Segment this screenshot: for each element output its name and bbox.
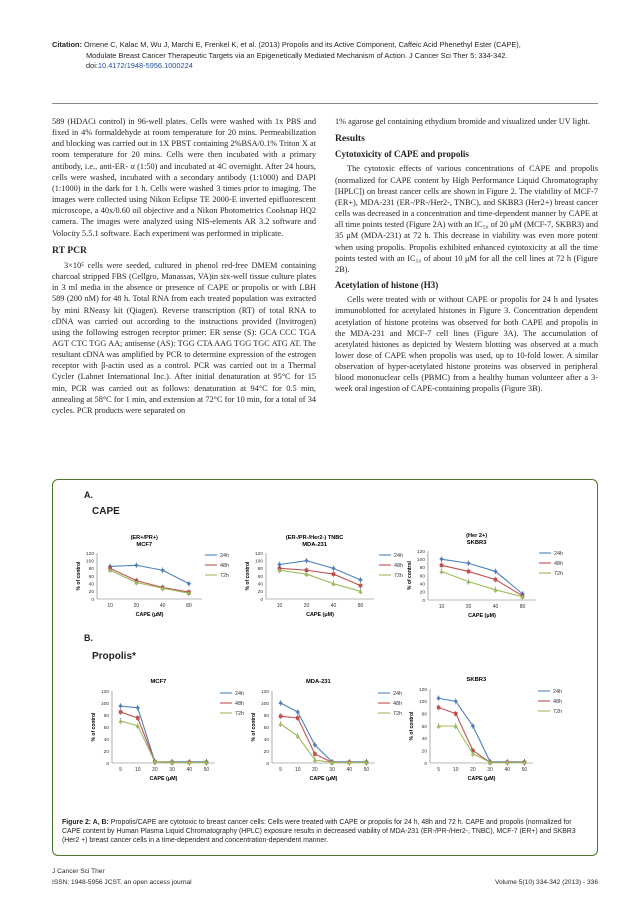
series-line-48h bbox=[281, 716, 367, 762]
x-axis-label: CAPE (μM) bbox=[135, 612, 164, 618]
y-tick-label: 40 bbox=[421, 737, 427, 743]
y-tick-label: 60 bbox=[421, 724, 427, 730]
legend-label-48h: 48h bbox=[554, 561, 563, 567]
legend-label-24h: 24h bbox=[553, 689, 562, 695]
rtpcr-paragraph: 3×10⁵ cells were seeded, cultured in phenol red-free DMEM containing charcoal stripped FBS (Cellgro, Manassas, VA)in six-well tissue culture plates in 3 ml media in the absence or presence of CAPE or propolis or with LBH 589 (200 nM) for 48 h. Total RNA from each treated population was extracted by mini RNeasy kit (Qiagen). Reverse transcription (RT) of total RNA to cDNA was carried out according to the instructions provided (Invitrogen) using the following estrogen receptor primer: ER sense (S): GCA CCC TGA AGT CTC TGG AA; antisense (AS): TGG CTA AAG TGG TGC ATG AT. The resultant cDNA was amplified by PCR to determine expression of the estrogen receptor with β-actin used as a control. PCR was carried out in a Thermal Cycler (Labnet International Inc.). After initial denaturation at 95°C for 15 min, PCR was carried out as follows: denaturation at 94°C for 0.5 min, annealing at 58°C for 1 min, and extension at 72°C for 10 min, for a total of 34 cycles. PCR products were separated on bbox=[52, 260, 316, 415]
x-tick-label: 20 bbox=[152, 767, 158, 773]
y-tick-label: 0 bbox=[91, 597, 94, 603]
data-point-48h bbox=[279, 714, 283, 718]
y-axis-label: % of control bbox=[91, 712, 97, 742]
figure-caption bbox=[62, 818, 592, 845]
y-tick-label: 80 bbox=[419, 566, 425, 572]
data-point-48h bbox=[494, 578, 498, 582]
citation-line-1: Omene C, Kalac M, Wu J, Marchi E, Frenkel K, et al. (2013) Propolis and its Active Component, Caffeic Acid Phenethyl Ester (CAPE), bbox=[81, 40, 521, 49]
gel-paragraph: 1% agarose gel containing ethydium bromide and visualized under UV light. bbox=[335, 117, 590, 126]
chart-subtitle: (Her 2+) bbox=[466, 533, 488, 539]
legend-label-48h: 48h bbox=[394, 563, 403, 569]
legend-label-72h: 72h bbox=[220, 573, 229, 579]
right-column bbox=[335, 116, 598, 395]
y-axis-label: % of control bbox=[76, 561, 82, 591]
y-tick-label: 0 bbox=[266, 761, 269, 767]
x-tick-label: 40 bbox=[159, 603, 166, 609]
y-tick-label: 80 bbox=[421, 712, 427, 718]
propolis-heading: Propolis* bbox=[92, 651, 136, 662]
citation bbox=[52, 40, 612, 72]
y-tick-label: 80 bbox=[257, 567, 263, 573]
data-point-72h bbox=[118, 719, 122, 723]
series-line-48h bbox=[280, 568, 361, 585]
data-point-24h bbox=[134, 563, 138, 567]
citation-label: Citation: bbox=[52, 40, 82, 49]
x-axis-label: CAPE (μM) bbox=[467, 776, 496, 782]
x-tick-label: 40 bbox=[346, 767, 353, 773]
x-tick-label: 20 bbox=[465, 604, 472, 610]
x-tick-label: 30 bbox=[487, 767, 493, 773]
x-axis-label: CAPE (μM) bbox=[309, 776, 338, 782]
y-tick-label: 60 bbox=[419, 574, 425, 580]
x-axis-label: CAPE (μM) bbox=[306, 612, 334, 618]
data-point-24h bbox=[187, 581, 191, 585]
legend-label-72h: 72h bbox=[394, 573, 403, 579]
y-tick-label: 80 bbox=[263, 713, 269, 719]
y-tick-label: 120 bbox=[85, 551, 94, 557]
x-tick-label: 30 bbox=[169, 767, 175, 773]
series-line-48h bbox=[442, 565, 523, 596]
y-tick-label: 60 bbox=[257, 574, 263, 580]
series-line-24h bbox=[121, 706, 207, 762]
chart-4-mcf7 bbox=[91, 679, 244, 782]
y-tick-label: 40 bbox=[257, 582, 263, 588]
x-tick-label: 20 bbox=[312, 767, 318, 773]
legend-label-24h: 24h bbox=[235, 691, 244, 697]
series-line-72h bbox=[121, 721, 207, 762]
acetylation-paragraph: Cells were treated with or without CAPE or propolis for 24 h and lysates immunoblotted for acetylated histones in Figure 3. Concentration dependent acetylation of histone proteins was observed for both CAPE and propolis in the MDA-231 and MCF-7 cell lines (Figure 3A). The accumulation of acetylated histones as depicted by Western blotting was observed at a much lower dose of CAPE when propolis was used, up to 10-fold lower. A similar observation of hyper-acetylated histone proteins was observed in peripheral blood mononuclear cells (PBMC) from a healthy human volunteer after a 3-week oral ingestion of CAPE-containing propolis (Figure 3B). bbox=[335, 295, 598, 394]
legend-label-24h: 24h bbox=[394, 553, 403, 559]
x-tick-label: 40 bbox=[330, 603, 337, 609]
y-tick-label: 40 bbox=[88, 582, 94, 588]
footer-left bbox=[52, 866, 192, 888]
y-tick-label: 60 bbox=[88, 574, 94, 580]
legend-label-72h: 72h bbox=[554, 571, 563, 577]
caption-text: Propolis/CAPE are cytotoxic to breast cancer cells: Cells were treated with CAPE or propolis for 24 h, 48h and 72 h. CAPE and propolis (normalized for CAPE content by Human Plasma Liquid Chromatography (HPLC) exposure results in decreased viability of MDA-231 (ER-/PR-/Her2-, TNBC), MCF-7 (ER+) and SKBR3 (Her2 +) breast cancer cells in a time-dependent and concentration-dependent manner. bbox=[62, 819, 576, 844]
footer-journal: J Cancer Sci Ther bbox=[52, 868, 105, 875]
y-axis-label: % of control bbox=[245, 561, 251, 591]
data-point-24h bbox=[118, 704, 122, 708]
data-point-24h bbox=[331, 566, 335, 570]
chart-title: MDA-231 bbox=[305, 679, 331, 685]
x-tick-label: 80 bbox=[519, 604, 526, 610]
data-point-48h bbox=[296, 716, 300, 720]
section-heading-results: Results bbox=[335, 133, 365, 145]
footer-issn: ISSN: 1948-5956 JCST, an open access journal bbox=[52, 879, 192, 886]
x-tick-label: 80 bbox=[186, 603, 192, 609]
x-tick-label: 50 bbox=[363, 767, 370, 773]
chart-6-skbr3 bbox=[409, 677, 562, 782]
series-line-48h bbox=[110, 568, 189, 592]
x-axis-label: CAPE (μM) bbox=[468, 613, 496, 619]
x-tick-label: 10 bbox=[107, 603, 113, 609]
chart-5-mda-231 bbox=[251, 679, 402, 782]
data-point-48h bbox=[332, 572, 336, 576]
subsection-heading-cytotoxicity: Cytotoxicity of CAPE and propolis bbox=[335, 149, 469, 160]
x-tick-label: 10 bbox=[452, 767, 459, 773]
y-axis-label: % of control bbox=[251, 712, 257, 742]
chart-title: MCF7 bbox=[136, 542, 153, 548]
panel-b-label: B. bbox=[84, 633, 93, 643]
y-tick-label: 100 bbox=[416, 557, 425, 563]
data-point-24h bbox=[304, 558, 308, 562]
y-tick-label: 100 bbox=[100, 701, 109, 707]
data-point-24h bbox=[136, 706, 140, 710]
caption-label: Figure 2: A, B: bbox=[62, 819, 109, 826]
data-point-72h bbox=[439, 569, 443, 573]
y-tick-label: 120 bbox=[260, 689, 269, 695]
y-tick-label: 20 bbox=[421, 749, 427, 755]
y-tick-label: 120 bbox=[418, 687, 427, 693]
legend-label-48h: 48h bbox=[220, 563, 229, 569]
x-tick-label: 20 bbox=[133, 603, 140, 609]
data-point-48h bbox=[440, 563, 444, 567]
series-line-24h bbox=[439, 698, 525, 762]
x-tick-label: 10 bbox=[276, 603, 283, 609]
legend-label-48h: 48h bbox=[235, 701, 244, 707]
data-point-24h bbox=[296, 710, 300, 714]
data-point-24h bbox=[358, 578, 362, 582]
x-axis-label: CAPE (μM) bbox=[149, 776, 178, 782]
data-point-48h bbox=[437, 706, 441, 710]
legend-label-24h: 24h bbox=[554, 551, 563, 557]
data-point-24h bbox=[439, 557, 443, 561]
left-column bbox=[52, 116, 316, 416]
series-line-72h bbox=[281, 724, 367, 762]
legend-label-48h: 48h bbox=[393, 701, 402, 707]
data-point-48h bbox=[454, 712, 458, 716]
data-point-48h bbox=[136, 716, 140, 720]
x-tick-label: 40 bbox=[504, 767, 511, 773]
doi-link[interactable]: 10.4172/1948-5956.1000224 bbox=[97, 61, 193, 71]
citation-line-2: Modulate Breast Cancer Therapeutic Targets via an Epigenetically Mediated Mechanism of Action. J Cancer Sci Ther 5: 334-342. bbox=[86, 50, 508, 60]
x-tick-label: 30 bbox=[329, 767, 335, 773]
y-tick-label: 20 bbox=[88, 590, 94, 596]
subsection-heading-acetylation: Acetylation of histone (H3) bbox=[335, 280, 439, 291]
y-tick-label: 20 bbox=[419, 590, 425, 596]
y-tick-label: 80 bbox=[103, 713, 109, 719]
series-line-48h bbox=[121, 712, 207, 762]
chart-subtitle: (ER-/PR-/Her2-) TNBC bbox=[285, 535, 344, 541]
legend-label-24h: 24h bbox=[220, 553, 229, 559]
y-tick-label: 0 bbox=[260, 597, 263, 603]
x-tick-label: 10 bbox=[134, 767, 141, 773]
x-tick-label: 80 bbox=[357, 603, 364, 609]
x-tick-label: 40 bbox=[492, 604, 499, 610]
methods-paragraph: 589 (HDACi control) in 96-well plates. Cells were washed with 1x PBS and fixed in 4% formaldehyde at room temperature for 20 mins. Permeabilization and blocking was carried out in 1X PBST containing 2%BSA/0.1% Triton X at room temperature for 20 mins. Cells were then incubated with a primary antibody, i.e., anti-ER- α (1:50) and incubated at 4C overnight. After 24 hours, cells were washed, incubated with a secondary antibody (1:1000) and DAPI (1:1000) in the dark for 1 h. Cells were washed 3 times prior to imaging. The images were collected using Nikon Eclipse TE 2000-E inverted epifluorescent microscope, a 40x/0.60 oil objective and a Nikon Photometrics Coolsnap HQ2 camera. The images were analyzed using NIS-elements AR 3.2 software and Volocity 5.5.1 software. Each experiment was performed in triplicate. bbox=[52, 117, 316, 238]
x-tick-label: 20 bbox=[303, 603, 310, 609]
legend-label-72h: 72h bbox=[553, 709, 562, 715]
chart-title: MCF7 bbox=[150, 679, 167, 685]
y-tick-label: 0 bbox=[422, 598, 425, 604]
series-line-24h bbox=[110, 565, 189, 583]
y-tick-label: 0 bbox=[106, 761, 109, 767]
data-point-48h bbox=[119, 710, 123, 714]
data-point-48h bbox=[313, 752, 317, 756]
chart-title: SKBR3 bbox=[466, 677, 487, 683]
x-tick-label: 20 bbox=[470, 767, 476, 773]
y-axis-label: % of control bbox=[407, 561, 413, 590]
y-tick-label: 40 bbox=[419, 582, 425, 588]
y-tick-label: 60 bbox=[103, 725, 109, 731]
legend-label-24h: 24h bbox=[393, 691, 402, 697]
data-point-48h bbox=[359, 584, 363, 588]
y-tick-label: 100 bbox=[254, 559, 263, 565]
cape-heading: CAPE bbox=[92, 506, 120, 517]
data-point-24h bbox=[466, 561, 470, 565]
series-line-24h bbox=[280, 561, 361, 580]
x-tick-label: 5 bbox=[437, 767, 440, 773]
x-tick-label: 10 bbox=[294, 767, 301, 773]
x-tick-label: 50 bbox=[521, 767, 528, 773]
y-tick-label: 20 bbox=[263, 749, 269, 755]
x-tick-label: 50 bbox=[203, 767, 210, 773]
chart-2-mda-231 bbox=[245, 535, 403, 618]
y-tick-label: 120 bbox=[100, 689, 109, 695]
doi-prefix: doi: bbox=[86, 61, 98, 71]
x-tick-label: 10 bbox=[438, 604, 445, 610]
data-point-48h bbox=[467, 570, 471, 574]
section-heading-rtpcr: RT PCR bbox=[52, 244, 87, 256]
series-line-48h bbox=[439, 708, 525, 763]
y-tick-label: 0 bbox=[424, 761, 427, 767]
chart-title: SKBR3 bbox=[466, 540, 487, 546]
y-axis-label: % of control bbox=[409, 711, 415, 741]
y-tick-label: 40 bbox=[263, 737, 269, 743]
y-tick-label: 80 bbox=[88, 567, 94, 573]
panel-a-label: A. bbox=[84, 490, 93, 500]
footer-volume: Volume 5(10) 334-342 (2013) - 336 bbox=[494, 879, 598, 886]
cytotoxicity-paragraph: The cytotoxic effects of various concentrations of CAPE and propolis (normalized for CAPE content by High Performance Liquid Chromatography [HPLC]) on breast cancer cells are shown in Figure 2. The viability of MCF-7 (ER+), MDA-231 (ER-/PR-/Her2-, TNBC), and SKBR3 (Her2+) breast cancer cells was decreased in a concentration and time-dependent manner by CAPE at all time points tested (Figure 2A) with an IC₅₀ of 20 μM (MCF-7, SKBR3) and 35 μM (MDA-231) at 72 h. This decrease in viability was even more potent when using propolis. Propolis exhibited enhanced cytotoxicity at all the time points tested with an IC₅₀ of about 10 μM for all the cell lines at 72 h (Figure 2B). bbox=[335, 164, 598, 274]
y-tick-label: 20 bbox=[103, 749, 109, 755]
x-tick-label: 5 bbox=[279, 767, 282, 773]
x-tick-label: 40 bbox=[186, 767, 193, 773]
y-tick-label: 100 bbox=[260, 701, 269, 707]
y-tick-label: 120 bbox=[416, 549, 425, 555]
data-point-24h bbox=[160, 568, 164, 572]
legend-label-72h: 72h bbox=[235, 711, 244, 717]
data-point-24h bbox=[278, 701, 282, 705]
data-point-24h bbox=[436, 696, 440, 700]
data-point-72h bbox=[278, 722, 282, 726]
header-rule bbox=[52, 103, 598, 104]
x-tick-label: 5 bbox=[119, 767, 122, 773]
y-tick-label: 60 bbox=[263, 725, 269, 731]
legend-label-48h: 48h bbox=[553, 699, 562, 705]
chart-3-skbr3 bbox=[407, 533, 563, 619]
y-tick-label: 100 bbox=[85, 559, 94, 565]
y-tick-label: 20 bbox=[257, 590, 263, 596]
y-tick-label: 40 bbox=[103, 737, 109, 743]
y-tick-label: 120 bbox=[254, 551, 263, 557]
chart-1-mcf7 bbox=[76, 535, 229, 618]
y-tick-label: 100 bbox=[418, 700, 427, 706]
legend-label-72h: 72h bbox=[393, 711, 402, 717]
chart-title: MDA-231 bbox=[302, 542, 328, 548]
figure-2-plots bbox=[52, 479, 598, 819]
chart-subtitle: (ER+/PR+) bbox=[130, 535, 158, 541]
